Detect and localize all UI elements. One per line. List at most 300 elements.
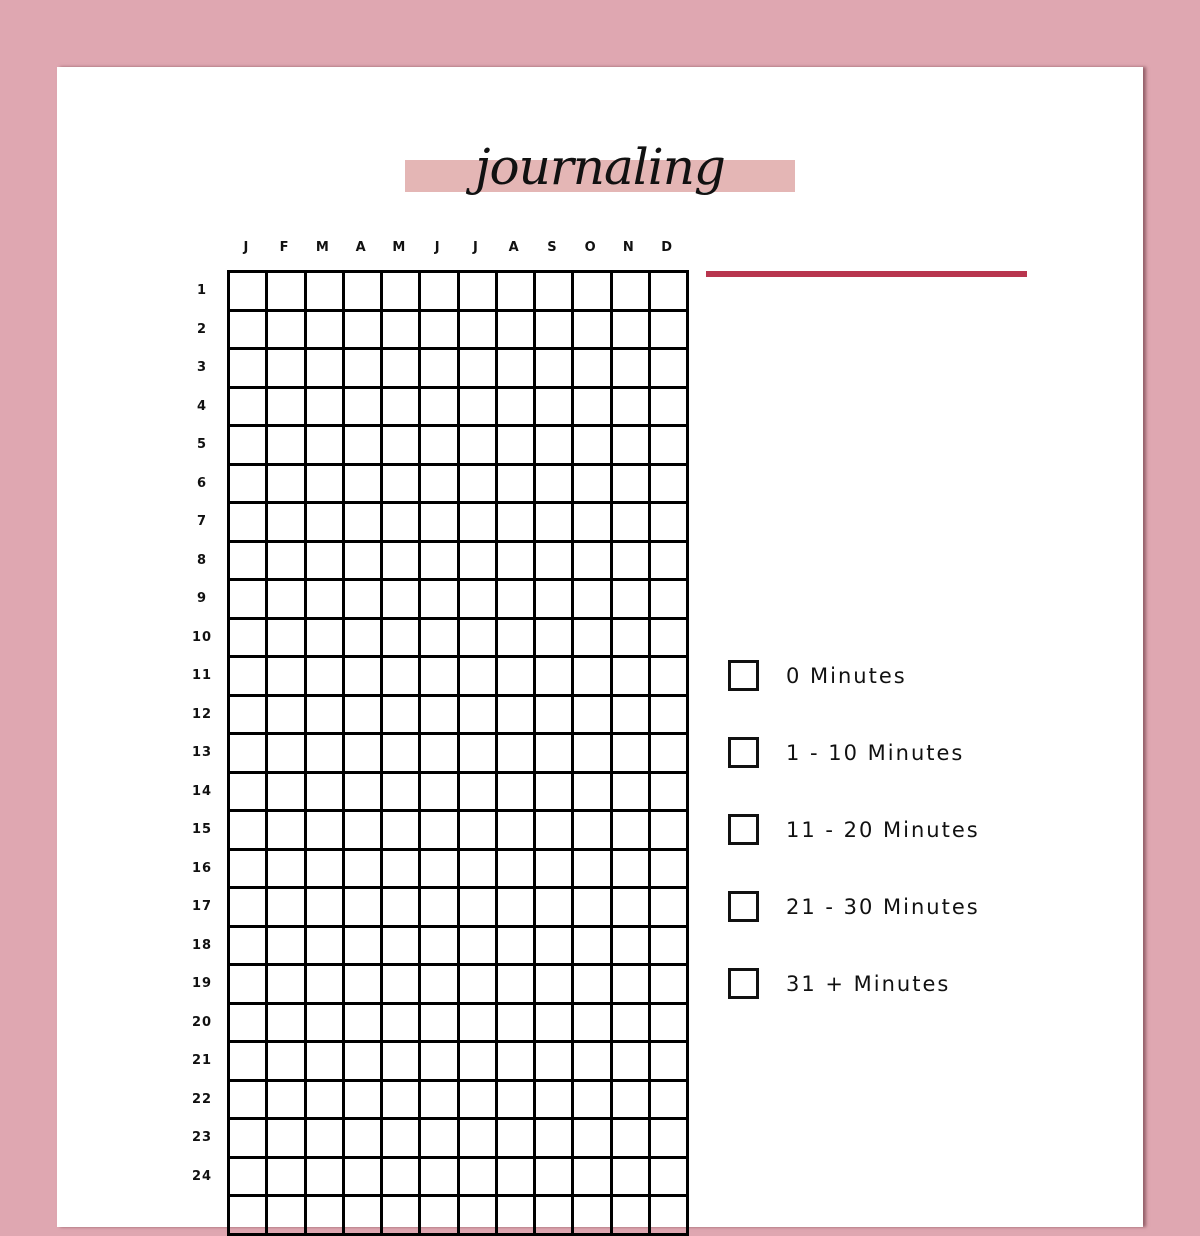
tracker-cell[interactable]: [651, 1043, 689, 1082]
tracker-cell[interactable]: [460, 312, 498, 351]
tracker-cell[interactable]: [536, 658, 574, 697]
tracker-cell[interactable]: [651, 543, 689, 582]
tracker-cell[interactable]: [498, 1082, 536, 1121]
tracker-cell[interactable]: [651, 273, 689, 312]
tracker-cell[interactable]: [345, 774, 383, 813]
tracker-cell[interactable]: [383, 466, 421, 505]
tracker-cell[interactable]: [230, 427, 268, 466]
tracker-cell[interactable]: [613, 581, 651, 620]
tracker-cell[interactable]: [345, 1197, 383, 1236]
tracker-cell[interactable]: [307, 312, 345, 351]
tracker-cell[interactable]: [345, 273, 383, 312]
tracker-cell[interactable]: [574, 427, 612, 466]
tracker-cell[interactable]: [613, 389, 651, 428]
tracker-cell[interactable]: [268, 889, 306, 928]
tracker-cell[interactable]: [230, 735, 268, 774]
tracker-cell[interactable]: [345, 543, 383, 582]
tracker-cell[interactable]: [574, 389, 612, 428]
tracker-cell[interactable]: [230, 504, 268, 543]
legend-checkbox[interactable]: [728, 891, 759, 922]
tracker-cell[interactable]: [460, 543, 498, 582]
tracker-cell[interactable]: [383, 851, 421, 890]
tracker-cell[interactable]: [536, 427, 574, 466]
tracker-cell[interactable]: [536, 312, 574, 351]
tracker-cell[interactable]: [498, 1197, 536, 1236]
tracker-cell[interactable]: [230, 350, 268, 389]
tracker-cell[interactable]: [498, 389, 536, 428]
tracker-cell[interactable]: [498, 1120, 536, 1159]
tracker-cell[interactable]: [651, 1005, 689, 1044]
tracker-cell[interactable]: [345, 1082, 383, 1121]
tracker-cell[interactable]: [421, 774, 459, 813]
tracker-cell[interactable]: [230, 658, 268, 697]
tracker-cell[interactable]: [268, 1197, 306, 1236]
tracker-cell[interactable]: [268, 312, 306, 351]
tracker-cell[interactable]: [421, 389, 459, 428]
tracker-cell[interactable]: [307, 966, 345, 1005]
legend-checkbox[interactable]: [728, 968, 759, 999]
tracker-cell[interactable]: [345, 1120, 383, 1159]
tracker-cell[interactable]: [345, 581, 383, 620]
tracker-cell[interactable]: [651, 735, 689, 774]
tracker-cell[interactable]: [345, 889, 383, 928]
tracker-cell[interactable]: [230, 581, 268, 620]
tracker-cell[interactable]: [574, 774, 612, 813]
tracker-cell[interactable]: [268, 620, 306, 659]
tracker-cell[interactable]: [230, 273, 268, 312]
tracker-cell[interactable]: [421, 812, 459, 851]
tracker-cell[interactable]: [421, 1005, 459, 1044]
tracker-cell[interactable]: [345, 851, 383, 890]
tracker-cell[interactable]: [460, 774, 498, 813]
tracker-cell[interactable]: [230, 466, 268, 505]
tracker-cell[interactable]: [574, 1197, 612, 1236]
tracker-cell[interactable]: [613, 312, 651, 351]
tracker-cell[interactable]: [651, 427, 689, 466]
tracker-cell[interactable]: [651, 389, 689, 428]
tracker-cell[interactable]: [574, 1159, 612, 1198]
tracker-cell[interactable]: [345, 427, 383, 466]
tracker-cell[interactable]: [613, 427, 651, 466]
tracker-cell[interactable]: [307, 581, 345, 620]
tracker-cell[interactable]: [574, 812, 612, 851]
tracker-cell[interactable]: [536, 697, 574, 736]
tracker-cell[interactable]: [651, 466, 689, 505]
tracker-cell[interactable]: [383, 812, 421, 851]
tracker-cell[interactable]: [345, 812, 383, 851]
tracker-cell[interactable]: [613, 697, 651, 736]
tracker-cell[interactable]: [345, 466, 383, 505]
tracker-cell[interactable]: [345, 697, 383, 736]
tracker-cell[interactable]: [613, 466, 651, 505]
tracker-cell[interactable]: [574, 543, 612, 582]
tracker-cell[interactable]: [421, 851, 459, 890]
tracker-cell[interactable]: [345, 389, 383, 428]
tracker-cell[interactable]: [268, 928, 306, 967]
tracker-cell[interactable]: [421, 312, 459, 351]
tracker-cell[interactable]: [383, 1005, 421, 1044]
tracker-cell[interactable]: [345, 1159, 383, 1198]
tracker-cell[interactable]: [268, 504, 306, 543]
tracker-cell[interactable]: [230, 1120, 268, 1159]
tracker-cell[interactable]: [498, 350, 536, 389]
tracker-cell[interactable]: [651, 928, 689, 967]
tracker-cell[interactable]: [307, 889, 345, 928]
tracker-cell[interactable]: [460, 620, 498, 659]
tracker-cell[interactable]: [536, 1197, 574, 1236]
tracker-cell[interactable]: [498, 466, 536, 505]
tracker-cell[interactable]: [574, 658, 612, 697]
tracker-cell[interactable]: [421, 350, 459, 389]
tracker-cell[interactable]: [574, 466, 612, 505]
tracker-cell[interactable]: [307, 1197, 345, 1236]
tracker-cell[interactable]: [421, 966, 459, 1005]
tracker-cell[interactable]: [613, 504, 651, 543]
tracker-cell[interactable]: [421, 466, 459, 505]
tracker-cell[interactable]: [574, 1043, 612, 1082]
tracker-cell[interactable]: [613, 851, 651, 890]
tracker-cell[interactable]: [574, 1120, 612, 1159]
tracker-cell[interactable]: [460, 1120, 498, 1159]
tracker-cell[interactable]: [307, 504, 345, 543]
tracker-cell[interactable]: [460, 697, 498, 736]
tracker-cell[interactable]: [613, 1159, 651, 1198]
tracker-cell[interactable]: [574, 1005, 612, 1044]
tracker-cell[interactable]: [230, 312, 268, 351]
tracker-cell[interactable]: [460, 273, 498, 312]
tracker-cell[interactable]: [460, 658, 498, 697]
tracker-cell[interactable]: [383, 389, 421, 428]
tracker-cell[interactable]: [307, 543, 345, 582]
tracker-cell[interactable]: [536, 620, 574, 659]
tracker-cell[interactable]: [421, 581, 459, 620]
tracker-cell[interactable]: [651, 620, 689, 659]
tracker-cell[interactable]: [421, 1159, 459, 1198]
tracker-cell[interactable]: [498, 543, 536, 582]
tracker-cell[interactable]: [345, 504, 383, 543]
tracker-cell[interactable]: [383, 620, 421, 659]
tracker-cell[interactable]: [460, 466, 498, 505]
tracker-cell[interactable]: [383, 543, 421, 582]
tracker-cell[interactable]: [268, 774, 306, 813]
tracker-cell[interactable]: [383, 1043, 421, 1082]
legend-item-11-20-minutes[interactable]: [728, 814, 980, 845]
tracker-cell[interactable]: [307, 273, 345, 312]
tracker-cell[interactable]: [230, 889, 268, 928]
tracker-cell[interactable]: [536, 543, 574, 582]
tracker-cell[interactable]: [460, 1043, 498, 1082]
tracker-cell[interactable]: [307, 1005, 345, 1044]
tracker-cell[interactable]: [536, 1043, 574, 1082]
tracker-cell[interactable]: [536, 1082, 574, 1121]
tracker-cell[interactable]: [651, 504, 689, 543]
tracker-cell[interactable]: [307, 812, 345, 851]
tracker-cell[interactable]: [383, 697, 421, 736]
tracker-cell[interactable]: [307, 389, 345, 428]
tracker-cell[interactable]: [230, 774, 268, 813]
tracker-cell[interactable]: [574, 273, 612, 312]
tracker-cell[interactable]: [421, 543, 459, 582]
tracker-cell[interactable]: [460, 581, 498, 620]
legend-item-31-plus-minutes[interactable]: [728, 968, 980, 999]
tracker-cell[interactable]: [383, 735, 421, 774]
tracker-cell[interactable]: [230, 389, 268, 428]
tracker-cell[interactable]: [268, 1082, 306, 1121]
tracker-cell[interactable]: [574, 851, 612, 890]
tracker-cell[interactable]: [460, 504, 498, 543]
tracker-cell[interactable]: [345, 620, 383, 659]
tracker-cell[interactable]: [536, 928, 574, 967]
tracker-cell[interactable]: [651, 812, 689, 851]
tracker-cell[interactable]: [498, 581, 536, 620]
legend-item-21-30-minutes[interactable]: [728, 891, 980, 922]
tracker-cell[interactable]: [613, 812, 651, 851]
tracker-cell[interactable]: [421, 735, 459, 774]
tracker-cell[interactable]: [230, 620, 268, 659]
tracker-cell[interactable]: [307, 350, 345, 389]
tracker-cell[interactable]: [460, 389, 498, 428]
tracker-cell[interactable]: [268, 1005, 306, 1044]
tracker-cell[interactable]: [574, 1082, 612, 1121]
tracker-cell[interactable]: [613, 1120, 651, 1159]
tracker-cell[interactable]: [383, 1159, 421, 1198]
tracker-cell[interactable]: [536, 350, 574, 389]
tracker-cell[interactable]: [574, 504, 612, 543]
tracker-cell[interactable]: [307, 735, 345, 774]
tracker-cell[interactable]: [383, 1120, 421, 1159]
tracker-cell[interactable]: [613, 1082, 651, 1121]
tracker-cell[interactable]: [268, 466, 306, 505]
tracker-cell[interactable]: [613, 928, 651, 967]
tracker-cell[interactable]: [460, 812, 498, 851]
tracker-cell[interactable]: [383, 350, 421, 389]
tracker-cell[interactable]: [268, 966, 306, 1005]
tracker-cell[interactable]: [421, 1120, 459, 1159]
tracker-cell[interactable]: [230, 966, 268, 1005]
tracker-cell[interactable]: [268, 658, 306, 697]
tracker-cell[interactable]: [498, 889, 536, 928]
tracker-cell[interactable]: [498, 1043, 536, 1082]
tracker-cell[interactable]: [307, 1159, 345, 1198]
tracker-cell[interactable]: [498, 697, 536, 736]
tracker-cell[interactable]: [268, 1043, 306, 1082]
tracker-cell[interactable]: [651, 1197, 689, 1236]
tracker-cell[interactable]: [498, 966, 536, 1005]
tracker-cell[interactable]: [536, 1120, 574, 1159]
tracker-cell[interactable]: [613, 1043, 651, 1082]
tracker-cell[interactable]: [613, 658, 651, 697]
tracker-cell[interactable]: [460, 735, 498, 774]
tracker-cell[interactable]: [613, 1197, 651, 1236]
tracker-cell[interactable]: [651, 581, 689, 620]
tracker-cell[interactable]: [383, 312, 421, 351]
tracker-cell[interactable]: [613, 620, 651, 659]
tracker-cell[interactable]: [574, 889, 612, 928]
tracker-cell[interactable]: [268, 851, 306, 890]
tracker-cell[interactable]: [345, 928, 383, 967]
tracker-cell[interactable]: [651, 1082, 689, 1121]
tracker-cell[interactable]: [307, 620, 345, 659]
tracker-cell[interactable]: [460, 928, 498, 967]
tracker-cell[interactable]: [574, 735, 612, 774]
tracker-cell[interactable]: [230, 1197, 268, 1236]
legend-checkbox[interactable]: [728, 660, 759, 691]
tracker-cell[interactable]: [460, 889, 498, 928]
tracker-cell[interactable]: [268, 350, 306, 389]
tracker-cell[interactable]: [383, 427, 421, 466]
tracker-cell[interactable]: [460, 1082, 498, 1121]
tracker-cell[interactable]: [460, 851, 498, 890]
tracker-cell[interactable]: [613, 273, 651, 312]
tracker-cell[interactable]: [498, 620, 536, 659]
tracker-cell[interactable]: [574, 350, 612, 389]
tracker-cell[interactable]: [536, 774, 574, 813]
tracker-cell[interactable]: [230, 1082, 268, 1121]
tracker-cell[interactable]: [345, 1043, 383, 1082]
tracker-cell[interactable]: [651, 851, 689, 890]
tracker-cell[interactable]: [651, 350, 689, 389]
tracker-cell[interactable]: [307, 928, 345, 967]
legend-checkbox[interactable]: [728, 737, 759, 768]
tracker-cell[interactable]: [574, 620, 612, 659]
tracker-cell[interactable]: [421, 658, 459, 697]
tracker-cell[interactable]: [383, 1197, 421, 1236]
tracker-cell[interactable]: [536, 851, 574, 890]
tracker-cell[interactable]: [536, 389, 574, 428]
tracker-cell[interactable]: [498, 1159, 536, 1198]
tracker-cell[interactable]: [421, 1043, 459, 1082]
tracker-cell[interactable]: [498, 1005, 536, 1044]
tracker-cell[interactable]: [268, 1159, 306, 1198]
tracker-cell[interactable]: [268, 697, 306, 736]
tracker-cell[interactable]: [421, 273, 459, 312]
tracker-cell[interactable]: [421, 928, 459, 967]
tracker-cell[interactable]: [460, 427, 498, 466]
tracker-cell[interactable]: [651, 966, 689, 1005]
tracker-cell[interactable]: [498, 851, 536, 890]
tracker-cell[interactable]: [345, 312, 383, 351]
tracker-cell[interactable]: [536, 966, 574, 1005]
tracker-cell[interactable]: [574, 966, 612, 1005]
tracker-cell[interactable]: [307, 1120, 345, 1159]
tracker-cell[interactable]: [574, 581, 612, 620]
tracker-cell[interactable]: [651, 889, 689, 928]
tracker-cell[interactable]: [383, 581, 421, 620]
tracker-cell[interactable]: [613, 966, 651, 1005]
legend-item-1-10-minutes[interactable]: [728, 737, 980, 768]
tracker-cell[interactable]: [498, 273, 536, 312]
tracker-cell[interactable]: [536, 1005, 574, 1044]
tracker-cell[interactable]: [651, 1120, 689, 1159]
tracker-cell[interactable]: [268, 389, 306, 428]
tracker-cell[interactable]: [268, 735, 306, 774]
tracker-cell[interactable]: [574, 928, 612, 967]
tracker-cell[interactable]: [460, 1197, 498, 1236]
tracker-cell[interactable]: [230, 851, 268, 890]
tracker-cell[interactable]: [307, 427, 345, 466]
tracker-cell[interactable]: [307, 697, 345, 736]
tracker-cell[interactable]: [651, 697, 689, 736]
tracker-cell[interactable]: [230, 1005, 268, 1044]
tracker-cell[interactable]: [460, 1159, 498, 1198]
tracker-cell[interactable]: [613, 543, 651, 582]
tracker-cell[interactable]: [268, 812, 306, 851]
tracker-cell[interactable]: [230, 543, 268, 582]
tracker-cell[interactable]: [421, 427, 459, 466]
tracker-cell[interactable]: [268, 1120, 306, 1159]
tracker-cell[interactable]: [383, 774, 421, 813]
tracker-cell[interactable]: [536, 581, 574, 620]
tracker-cell[interactable]: [498, 812, 536, 851]
tracker-cell[interactable]: [498, 735, 536, 774]
tracker-cell[interactable]: [651, 774, 689, 813]
tracker-cell[interactable]: [613, 774, 651, 813]
tracker-cell[interactable]: [383, 966, 421, 1005]
tracker-cell[interactable]: [230, 1159, 268, 1198]
tracker-cell[interactable]: [460, 350, 498, 389]
tracker-cell[interactable]: [536, 735, 574, 774]
tracker-cell[interactable]: [498, 658, 536, 697]
tracker-cell[interactable]: [498, 774, 536, 813]
tracker-cell[interactable]: [536, 273, 574, 312]
tracker-cell[interactable]: [536, 466, 574, 505]
tracker-cell[interactable]: [651, 1159, 689, 1198]
tracker-cell[interactable]: [536, 504, 574, 543]
tracker-cell[interactable]: [536, 1159, 574, 1198]
tracker-cell[interactable]: [268, 581, 306, 620]
tracker-cell[interactable]: [268, 543, 306, 582]
tracker-cell[interactable]: [421, 620, 459, 659]
tracker-cell[interactable]: [383, 658, 421, 697]
legend-item-0-minutes[interactable]: [728, 660, 980, 691]
tracker-cell[interactable]: [460, 1005, 498, 1044]
tracker-cell[interactable]: [268, 273, 306, 312]
tracker-cell[interactable]: [345, 1005, 383, 1044]
tracker-cell[interactable]: [421, 1082, 459, 1121]
tracker-cell[interactable]: [613, 889, 651, 928]
tracker-cell[interactable]: [383, 889, 421, 928]
tracker-cell[interactable]: [345, 350, 383, 389]
tracker-cell[interactable]: [307, 1043, 345, 1082]
tracker-cell[interactable]: [421, 1197, 459, 1236]
tracker-cell[interactable]: [307, 1082, 345, 1121]
tracker-cell[interactable]: [230, 928, 268, 967]
tracker-cell[interactable]: [345, 658, 383, 697]
tracker-cell[interactable]: [230, 1043, 268, 1082]
tracker-cell[interactable]: [460, 966, 498, 1005]
tracker-cell[interactable]: [651, 658, 689, 697]
tracker-cell[interactable]: [613, 735, 651, 774]
tracker-cell[interactable]: [498, 504, 536, 543]
tracker-cell[interactable]: [307, 466, 345, 505]
tracker-cell[interactable]: [307, 851, 345, 890]
tracker-cell[interactable]: [536, 889, 574, 928]
tracker-cell[interactable]: [230, 812, 268, 851]
tracker-cell[interactable]: [421, 889, 459, 928]
tracker-cell[interactable]: [383, 504, 421, 543]
tracker-cell[interactable]: [651, 312, 689, 351]
tracker-cell[interactable]: [421, 504, 459, 543]
tracker-cell[interactable]: [574, 312, 612, 351]
tracker-cell[interactable]: [536, 812, 574, 851]
tracker-cell[interactable]: [498, 427, 536, 466]
tracker-cell[interactable]: [268, 427, 306, 466]
legend-checkbox[interactable]: [728, 814, 759, 845]
tracker-cell[interactable]: [613, 350, 651, 389]
tracker-cell[interactable]: [307, 658, 345, 697]
tracker-cell[interactable]: [613, 1005, 651, 1044]
tracker-cell[interactable]: [421, 697, 459, 736]
